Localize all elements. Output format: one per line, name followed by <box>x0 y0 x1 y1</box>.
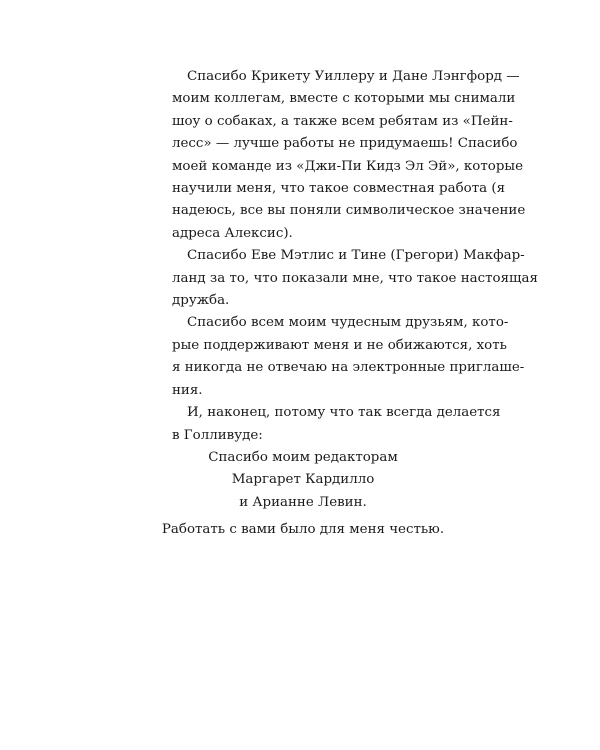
text-line: дружба. <box>172 293 230 309</box>
paragraph-1 <box>157 66 526 245</box>
text-line: ланд за то, что показали мне, что такое настоящая <box>172 270 538 286</box>
text-line: надеюсь, все вы поняли символическое значение <box>172 203 526 219</box>
editors-dedication <box>157 447 449 514</box>
text-line: адреса Алексис). <box>172 225 293 241</box>
text-line: рые поддерживают меня и не обижаются, хоть <box>172 337 507 353</box>
acknowledgements-text <box>157 66 538 514</box>
text-line: Спасибо Еве Мэтлис и Тине (Грегори) Макфар- <box>187 248 525 264</box>
text-line: лесс» — лучше работы не придумаешь! Спасибо <box>172 136 518 152</box>
paragraph-3 <box>157 312 525 402</box>
centered-line: Маргарет Кардилло <box>231 472 375 488</box>
paragraph-4 <box>157 402 501 447</box>
text-line: моей команде из «Джи-Пи Кидз Эл Эй», которые <box>172 158 523 174</box>
text-line: в Голливуде: <box>172 427 263 443</box>
text-line: научили меня, что такое совместная работа (я <box>172 181 506 197</box>
centered-line: Спасибо моим редакторам <box>208 449 398 465</box>
text-line: моим коллегам, вместе с которыми мы снимали <box>172 91 516 107</box>
text-line: я никогда не отвечаю на электронные приглаше- <box>172 360 525 376</box>
centered-line: и Арианне Левин. <box>239 494 367 510</box>
text-line: шоу о собаках, а также всем ребятам из «Пейн- <box>172 113 513 129</box>
closing-line: Работать с вами было для меня честью. <box>161 522 445 537</box>
text-line: Спасибо всем моим чудесным друзьям, кото- <box>187 315 509 331</box>
text-line: Спасибо Крикету Уиллеру и Дане Лэнгфорд — <box>187 69 520 84</box>
text-line: И, наконец, потому что так всегда делается <box>187 405 501 421</box>
paragraph-2 <box>157 245 538 312</box>
text-line: ния. <box>172 382 203 398</box>
